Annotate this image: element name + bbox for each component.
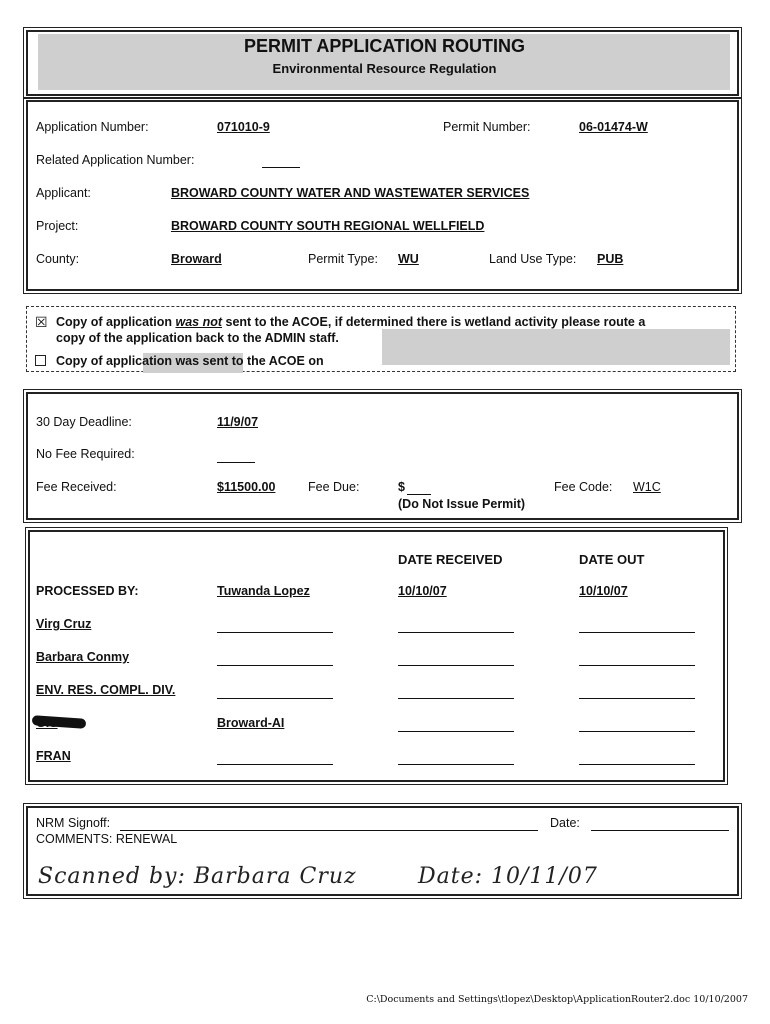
routing-row-out: 10/10/07 (579, 584, 628, 598)
app-number-value: 071010-9 (217, 120, 270, 134)
routing-name-blank (217, 698, 333, 699)
permit-type-label: Permit Type: (308, 252, 378, 266)
nrm-signoff-label: NRM Signoff: (36, 816, 111, 830)
deadline-value: 11/9/07 (217, 415, 259, 429)
form-title: PERMIT APPLICATION ROUTING (244, 36, 525, 56)
routing-row-name: Broward-AI (217, 716, 285, 730)
routing-received-blank (398, 632, 514, 633)
fee-due-value: $ (398, 480, 405, 494)
routing-out-blank (579, 764, 695, 765)
col-date-out: DATE OUT (579, 552, 645, 567)
scan-date-handwriting: Date: 10/11/07 (418, 864, 598, 889)
header-box (26, 30, 739, 96)
routing-name-blank (217, 764, 333, 765)
permit-type-value: WU (398, 252, 419, 266)
county-value: Broward (171, 252, 222, 266)
applicant-label: Applicant: (36, 186, 91, 200)
routing-out-blank (579, 665, 695, 666)
applicant-value: BROWARD COUNTY WATER AND WASTEWATER SERVICES (171, 186, 530, 200)
routing-row-label: Barbara Conmy (36, 650, 130, 664)
routing-out-blank (579, 632, 695, 633)
acoe-option1-pre: Copy of application (56, 315, 172, 329)
permit-number-label: Permit Number: (443, 120, 531, 134)
related-app-blank (262, 167, 300, 168)
routing-row-name: Tuwanda Lopez (217, 584, 310, 598)
routing-row-label: PROCESSED BY: (36, 584, 139, 598)
do-not-issue-note: (Do Not Issue Permit) (398, 497, 526, 511)
acoe-shading (382, 329, 730, 365)
related-app-label: Related Application Number: (36, 153, 195, 167)
routing-row-received: 10/10/07 (398, 584, 447, 598)
no-fee-label: No Fee Required: (36, 447, 135, 461)
permit-number-value: 06-01474-W (579, 120, 648, 134)
routing-name-blank (217, 632, 333, 633)
signoff-date-label: Date: (550, 816, 580, 830)
routing-row (30, 617, 720, 641)
fee-due-label: Fee Due: (308, 480, 360, 494)
routing-out-blank (579, 731, 695, 732)
routing-box (28, 530, 725, 782)
land-use-label: Land Use Type: (489, 252, 577, 266)
footer-file-path: C:\Documents and Settings\tlopez\Desktop\ApplicationRouter2.doc 10/10/2007 (366, 994, 748, 1005)
application-box (26, 100, 739, 291)
acoe-not-sent-checkbox[interactable]: ☒ (35, 314, 48, 330)
fee-received-label: Fee Received: (36, 480, 117, 494)
routing-received-blank (398, 764, 514, 765)
routing-row (30, 650, 720, 674)
deadline-label: 30 Day Deadline: (36, 415, 132, 429)
project-label: Project: (36, 219, 79, 233)
fee-due-blank (407, 494, 431, 495)
form-subtitle: Environmental Resource Regulation (272, 61, 497, 76)
signoff-date-blank (591, 830, 729, 831)
col-date-received: DATE RECEIVED (398, 552, 503, 567)
acoe-section (26, 306, 736, 372)
routing-row-label: Virg Cruz (36, 617, 92, 631)
routing-received-blank (398, 698, 514, 699)
scanned-by-handwriting: Scanned by: Barbara Cruz (38, 864, 357, 889)
acoe-option1-post: sent to the ACOE, if determined there is wetland activity please route a (225, 315, 646, 329)
fee-code-label: Fee Code: (554, 480, 613, 494)
land-use-value: PUB (597, 252, 624, 266)
signoff-box (26, 806, 739, 896)
routing-row-label: ENV. RES. COMPL. DIV. (36, 683, 176, 697)
routing-row-label: FRAN (36, 749, 71, 763)
project-value: BROWARD COUNTY SOUTH REGIONAL WELLFIELD (171, 219, 485, 233)
comments-text: COMMENTS: RENEWAL (36, 832, 178, 846)
routing-row (30, 683, 720, 707)
fees-box (26, 392, 739, 520)
nrm-signoff-blank (120, 830, 538, 831)
routing-name-blank (217, 665, 333, 666)
acoe-option1-text (56, 315, 645, 329)
acoe-option1-emph: was not (175, 315, 223, 329)
acoe-option2-text: Copy of application was sent to the ACOE on (56, 354, 324, 368)
acoe-option1-line2: copy of the application back to the ADMIN staff. (56, 331, 339, 345)
app-number-label: Application Number: (36, 120, 149, 134)
fee-received-value: $11500.00 (217, 480, 276, 494)
routing-row (30, 716, 720, 740)
routing-row (30, 749, 720, 773)
routing-received-blank (398, 731, 514, 732)
routing-received-blank (398, 665, 514, 666)
county-label: County: (36, 252, 80, 266)
routing-out-blank (579, 698, 695, 699)
fee-code-value: W1C (633, 480, 661, 494)
routing-row (30, 584, 720, 608)
acoe-sent-checkbox[interactable] (35, 355, 46, 366)
no-fee-blank (217, 462, 255, 463)
